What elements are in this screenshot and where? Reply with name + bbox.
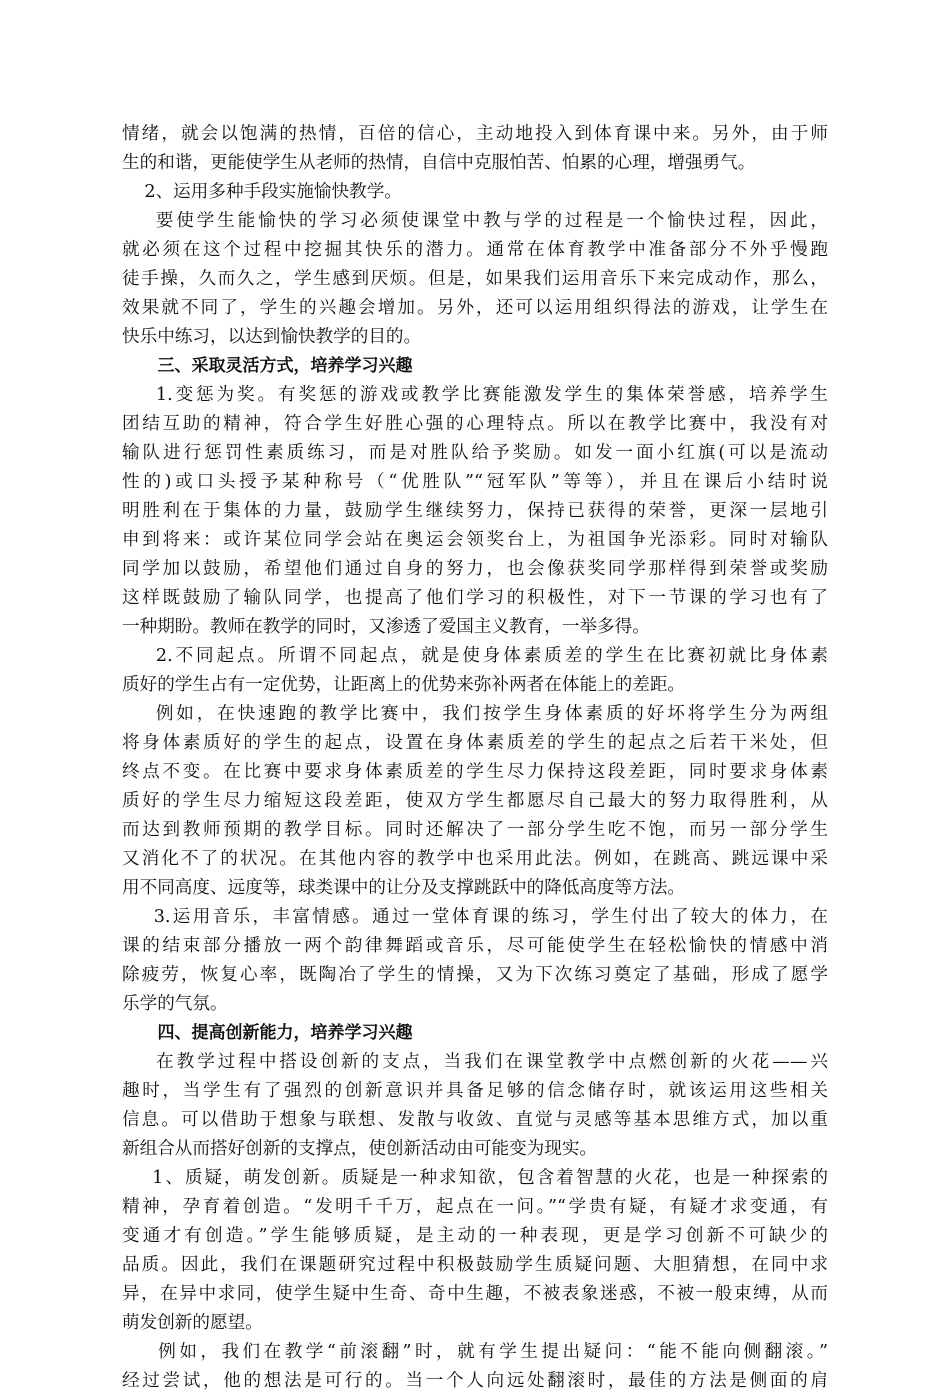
- text-line: 一种期盼。教师在教学的同时，又渗透了爱国主义教育，一举多得。: [122, 617, 650, 637]
- text-line: 终点不变。在比赛中要求身体素质差的学生尽力保持这段差距，同时要求身体素: [122, 762, 828, 782]
- text-line: 又消化不了的状况。在其他内容的教学中也采用此法。例如，在跳高、跳远课中采: [122, 849, 828, 869]
- text-line: 质好的学生尽力缩短这段差距，使双方学生都愿尽自己最大的努力取得胜利，从: [122, 791, 828, 811]
- text-line: 新组合从而搭好创新的支撑点，使创新活动由可能变为现实。: [122, 1139, 598, 1159]
- text-line: 2.不同起点。所谓不同起点，就是使身体素质差的学生在比赛初就比身体素: [122, 646, 828, 666]
- text-line: 精神，孕育着创造。“发明千千万，起点在一问。”“学贵有疑，有疑才求变通，有: [122, 1197, 828, 1217]
- text-line: 情绪，就会以饱满的热情，百倍的信心，主动地投入到体育课中来。另外，由于师: [122, 124, 828, 144]
- text-line: 快乐中练习，以达到愉快教学的目的。: [122, 327, 422, 347]
- text-line: 同学加以鼓励，希望他们通过自身的努力，也会像获奖同学那样得到荣誉或奖励: [122, 559, 828, 579]
- text-line: 团结互助的精神，符合学生好胜心强的心理特点。所以在教学比赛中，我没有对: [122, 414, 828, 434]
- text-line: 经过尝试，他的想法是可行的。当一个人向远处翻滚时，最佳的方法是侧面的肩: [122, 1371, 828, 1391]
- section-heading: 三、采取灵活方式，培养学习兴趣: [122, 356, 413, 376]
- text-line: 萌发创新的愿望。: [122, 1313, 263, 1333]
- text-line: 申到将来：或许某位同学会站在奥运会领奖台上，为祖国争光添彩。同时对输队: [122, 530, 828, 550]
- document-page: [122, 120, 828, 1396]
- numbered-item-line: 2、运用多种手段实施愉快教学。: [122, 182, 402, 202]
- text-line: 将身体素质好的学生的起点，设置在身体素质差的学生的起点之后若干米处，但: [122, 733, 828, 753]
- text-line: 3.运用音乐，丰富情感。通过一堂体育课的练习，学生付出了较大的体力，在: [122, 907, 828, 927]
- text-line: 异，在异中求同，使学生疑中生奇、奇中生趣，不被表象迷惑，不被一般束缚，从而: [122, 1284, 828, 1304]
- text-line: 明胜利在于集体的力量，鼓励学生继续努力，保持已获得的荣誉，更深一层地引: [122, 501, 828, 521]
- text-line: 趣时，当学生有了强烈的创新意识并具备足够的信念储存时，就该运用这些相关: [122, 1081, 828, 1101]
- text-line: 品质。因此，我们在课题研究过程中积极鼓励学生质疑问题、大胆猜想，在同中求: [122, 1255, 828, 1275]
- text-line: 而达到教师预期的教学目标。同时还解决了一部分学生吃不饱，而另一部分学生: [122, 820, 828, 840]
- text-line: 信息。可以借助于想象与联想、发散与收敛、直觉与灵感等基本思维方式，加以重: [122, 1110, 828, 1130]
- text-line: 在教学过程中搭设创新的支点，当我们在课堂教学中点燃创新的火花——兴: [122, 1052, 828, 1072]
- section-heading: 四、提高创新能力，培养学习兴趣: [122, 1023, 413, 1043]
- text-line: 就必须在这个过程中挖掘其快乐的潜力。通常在体育教学中准备部分不外乎慢跑: [122, 240, 828, 260]
- text-line: 课的结束部分播放一两个韵律舞蹈或音乐，尽可能使学生在轻松愉快的情感中消: [122, 936, 828, 956]
- text-line: 1.变惩为奖。有奖惩的游戏或教学比赛能激发学生的集体荣誉感，培养学生: [122, 385, 828, 405]
- text-line: 除疲劳，恢复心率，既陶冶了学生的情操，又为下次练习奠定了基础，形成了愿学: [122, 965, 828, 985]
- text-line: 乐学的气氛。: [122, 994, 228, 1014]
- text-line: 这样既鼓励了输队同学，也提高了他们学习的积极性，对下一节课的学习也有了: [122, 588, 828, 608]
- text-line: 例如，在快速跑的教学比赛中，我们按学生身体素质的好坏将学生分为两组: [122, 704, 828, 724]
- text-line: 要使学生能愉快的学习必须使课堂中教与学的过程是一个愉快过程，因此，: [122, 211, 828, 231]
- text-line: 例如，我们在教学“前滚翻”时，就有学生提出疑问：“能不能向侧翻滚。”: [122, 1342, 828, 1362]
- text-line: 质好的学生占有一定优势，让距离上的优势来弥补两者在体能上的差距。: [122, 675, 686, 695]
- text-line: 变通才有创造。”学生能够质疑，是主动的一种表现，更是学习创新不可缺少的: [122, 1226, 828, 1246]
- text-line: 输队进行惩罚性素质练习，而是对胜队给予奖励。如发一面小红旗(可以是流动: [122, 443, 828, 463]
- text-line: 性的)或口头授予某种称号（“优胜队”“冠军队”等等），并且在课后小结时说: [122, 472, 828, 492]
- text-line: 用不同高度、远度等，球类课中的让分及支撑跳跃中的降低高度等方法。: [122, 878, 686, 898]
- text-line: 1、质疑，萌发创新。质疑是一种求知欲，包含着智慧的火花，也是一种探索的: [122, 1168, 828, 1188]
- text-line: 效果就不同了，学生的兴趣会增加。另外，还可以运用组织得法的游戏，让学生在: [122, 298, 828, 318]
- text-line: 生的和谐，更能使学生从老师的热情，自信中克服怕苦、怕累的心理，增强勇气。: [122, 153, 756, 173]
- text-line: 徒手操，久而久之，学生感到厌烦。但是，如果我们运用音乐下来完成动作，那么，: [122, 269, 828, 289]
